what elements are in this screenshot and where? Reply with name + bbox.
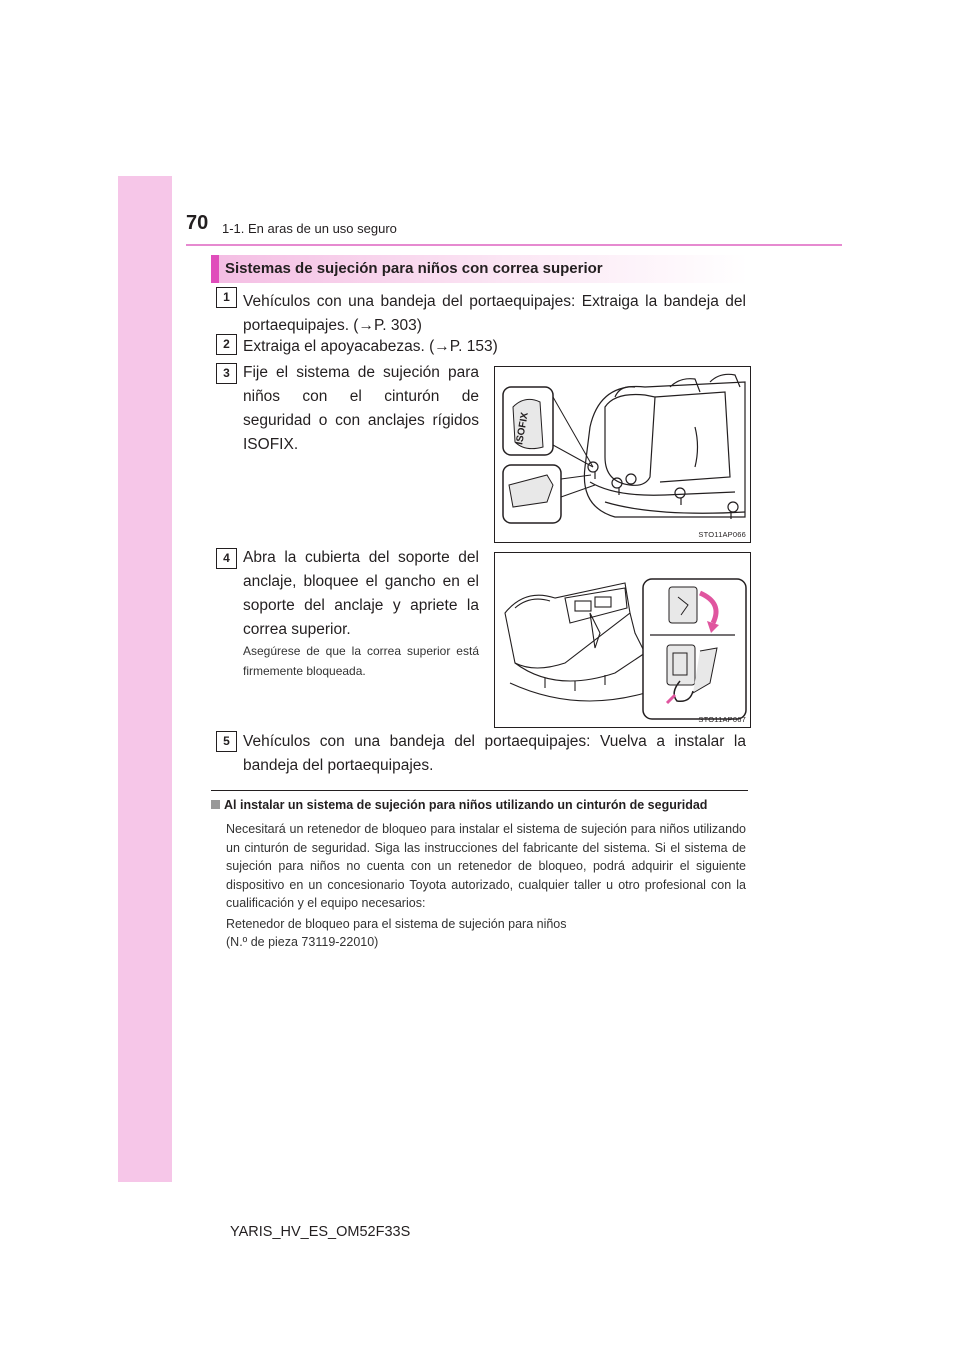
figure-top-tether-anchor xyxy=(494,552,751,728)
isofix-seat-illustration xyxy=(495,367,750,542)
figure-isofix-seat xyxy=(494,366,751,543)
note-heading xyxy=(211,798,751,812)
section-heading-bar xyxy=(211,255,748,283)
document-code: YARIS_HV_ES_OM52F33S xyxy=(230,1224,411,1240)
top-tether-illustration xyxy=(495,553,750,727)
page-number: 70 xyxy=(186,212,209,234)
isofix-label: ISOFIX xyxy=(514,411,531,446)
step-text-3: Fije el sistema de sujeción para niños con el cinturón de seguridad o con anclajes rígidos ISOFIX. xyxy=(243,364,479,453)
step-text-1: Vehículos con una bandeja del portaequipajes: Extraiga la bandeja del portaequipajes. (→P. 303) xyxy=(243,293,746,334)
step-number-4: 4 xyxy=(216,548,237,569)
note-heading-text: Al instalar un sistema de sujeción para niños utilizando un cinturón de seguridad xyxy=(224,798,708,812)
header-rule xyxy=(186,244,842,246)
step-number-2: 2 xyxy=(216,334,237,355)
note-paragraph-2-line-1: Retenedor de bloqueo para el sistema de sujeción para niños xyxy=(226,917,567,931)
step-text-4: Abra la cubierta del soporte del anclaje, bloquee el gancho en el soporte del anclaje y apriete la correa superior. xyxy=(243,549,479,638)
step-number-1: 1 xyxy=(216,287,237,308)
figure-caption-2: STO11AP067 xyxy=(698,715,746,724)
step-4-note: Asegúrese de que la correa superior está firmemente bloqueada. xyxy=(243,644,479,678)
note-bullet-icon xyxy=(211,800,220,809)
page-sidebar-tab xyxy=(118,176,172,1182)
chapter-title: 1-1. En aras de un uso seguro xyxy=(222,221,397,236)
note-paragraph-1: Necesitará un retenedor de bloqueo para instalar el sistema de sujeción para niños utilizando un cinturón de seguridad. Siga las instrucciones del fabricante del sistema. Si el sistema de sujeción para niños no cuenta con un retenedor de bloqueo, podrá adquirir el siguiente dispositivo en un concesionario Toyota autorizado, cualquier taller u otro profesional con la cualificación y el equipo necesarios: xyxy=(226,822,746,910)
section-heading-mark xyxy=(211,255,219,283)
step-text-2: Extraiga el apoyacabezas. (→P. 153) xyxy=(243,338,498,355)
section-divider xyxy=(211,790,748,791)
step-text-5: Vehículos con una bandeja del portaequipajes: Vuelva a instalar la bandeja del portaequipajes. xyxy=(243,733,746,774)
note-paragraph-2-line-2: (N.º de pieza 73119-22010) xyxy=(226,935,379,949)
step-number-3: 3 xyxy=(216,363,237,384)
figure-caption-1: STO11AP066 xyxy=(698,530,746,539)
section-title: Sistemas de sujeción para niños con correa superior xyxy=(225,260,603,277)
step-number-5: 5 xyxy=(216,731,237,752)
